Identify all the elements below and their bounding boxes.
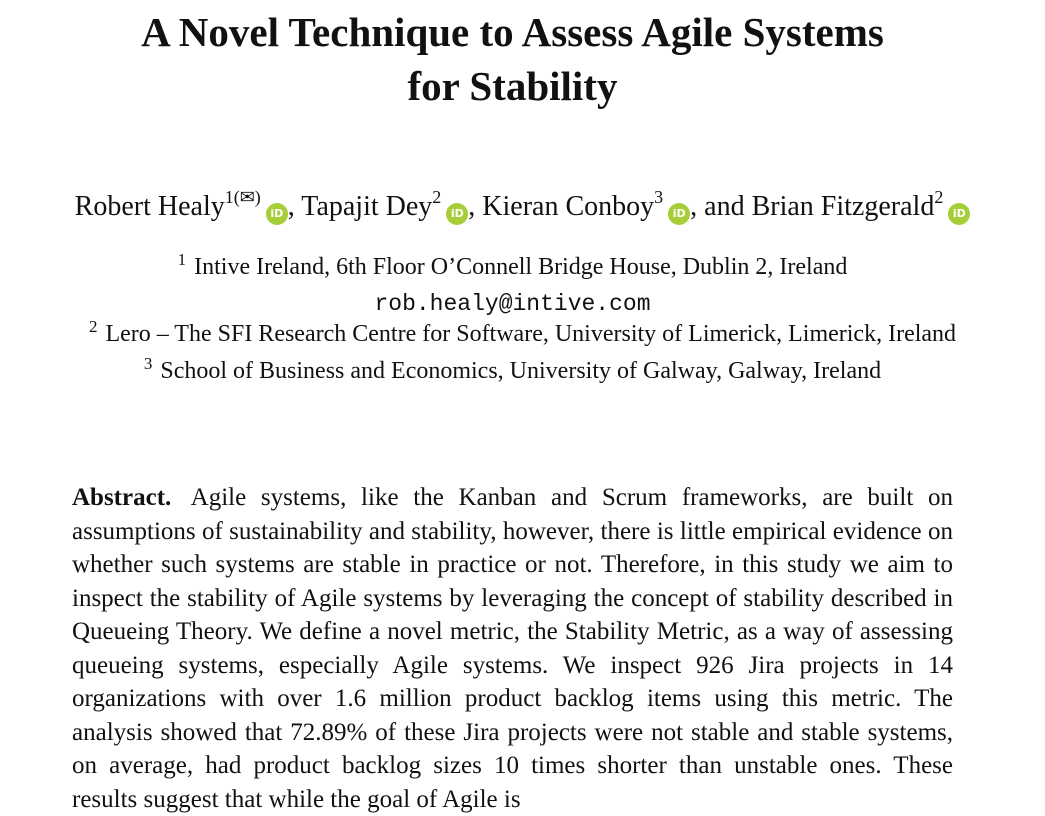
affiliation-2: [10, 317, 1035, 348]
author-affiliation-mark: 2: [432, 187, 442, 207]
affiliation-email-line: [0, 290, 1025, 317]
author-email[interactable]: rob.healy@intive.com: [374, 291, 651, 317]
affiliation-3: [0, 354, 1025, 385]
author-name: Robert Healy: [74, 191, 225, 222]
abstract-text: Agile systems, like the Kanban and Scrum frameworks, are built on assumptions of sustainability and stability, however, there is little empirical evidence on whether such systems are stable in practice or not. Therefore, in this study we aim to inspect the stability of Agile systems by leveraging the concept of stability described in Queueing Theory. We define a novel metric, the Stability Metric, as a way of assessing queueing systems, especially Agile systems. We inspect 926 Jira projects in 14 organizations with over 1.6 million product backlog items using this metric. The analysis showed that 72.89% of these Jira projects were not stable and stable systems, on average, had product backlog sizes 10 times shorter than unstable ones. These results suggest that while the goal of Agile is: [72, 484, 953, 813]
abstract-label: Abstract.: [72, 484, 172, 511]
author-affiliation-mark: 2: [934, 187, 944, 207]
title-line-1: A Novel Technique to Assess Agile Systems: [141, 9, 884, 55]
author-affiliation-mark: 1(✉): [224, 187, 261, 207]
author-separator: ,: [287, 191, 295, 222]
affiliation-number: 1: [177, 250, 187, 269]
orcid-icon[interactable]: iD: [668, 203, 690, 225]
orcid-icon[interactable]: iD: [446, 203, 468, 225]
author-name: Brian Fitzgerald: [751, 191, 935, 222]
abstract: [72, 481, 953, 816]
author-affiliation-mark: 3: [654, 187, 664, 207]
title-line-2: for Stability: [407, 63, 618, 109]
affiliation-number: 3: [143, 354, 153, 373]
author-separator: ,: [468, 191, 476, 222]
affiliation-text: School of Business and Economics, University of Galway, Galway, Ireland: [160, 358, 882, 384]
paper-title: [0, 5, 1025, 113]
author-name: Tapajit Dey: [301, 191, 433, 222]
affiliation-1: [0, 250, 1025, 281]
affiliation-text: Intive Ireland, 6th Floor O’Connell Bridge House, Dublin 2, Ireland: [194, 254, 848, 280]
affiliation-number: 2: [88, 317, 98, 336]
orcid-icon[interactable]: iD: [948, 203, 970, 225]
author-name: Kieran Conboy: [482, 191, 655, 222]
author-conjunction: , and: [690, 191, 745, 222]
affiliation-text: Lero – The SFI Research Centre for Software, University of Limerick, Limerick, Ireland: [105, 321, 957, 347]
orcid-icon[interactable]: iD: [266, 203, 288, 225]
author-list: [0, 187, 1045, 227]
